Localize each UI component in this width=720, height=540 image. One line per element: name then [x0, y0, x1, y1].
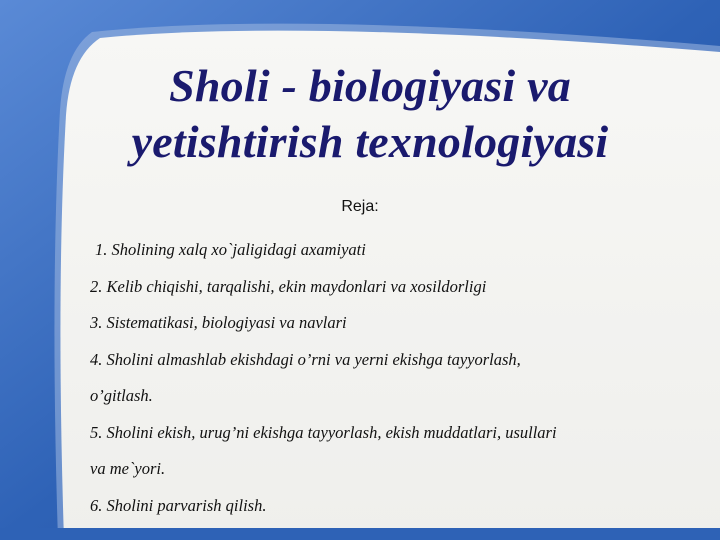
plan-item: 3. Sistematikasi, biologiyasi va navlari — [90, 313, 347, 332]
plan-item: 1. Sholining xalq xo`jaligidagi axamiyati — [95, 240, 366, 259]
slide-title — [60, 58, 680, 170]
title-line-1: Sholi - biologiyasi va — [169, 60, 571, 111]
plan-heading: Reja: — [341, 198, 379, 215]
plan-list — [90, 232, 690, 524]
plan-item: 6. Sholini parvarish qilish. — [90, 495, 267, 515]
plan-item: o’gitlash. — [90, 386, 153, 405]
bottom-blue-strip — [0, 528, 720, 540]
plan-item: 5. Sholini ekish, urug’ni ekishga tayyorlash, ekish muddatlari, usullari — [90, 422, 557, 442]
plan-item: va me`yori. — [90, 459, 166, 478]
plan-item: 4. Sholini almashlab ekishdagi o’rni va yerni ekishga tayyorlash, — [90, 349, 521, 369]
plan-item: 2. Kelib chiqishi, tarqalishi, ekin maydonlari va xosildorligi — [90, 276, 487, 296]
title-line-2: yetishtirish texnologiyasi — [131, 116, 609, 167]
